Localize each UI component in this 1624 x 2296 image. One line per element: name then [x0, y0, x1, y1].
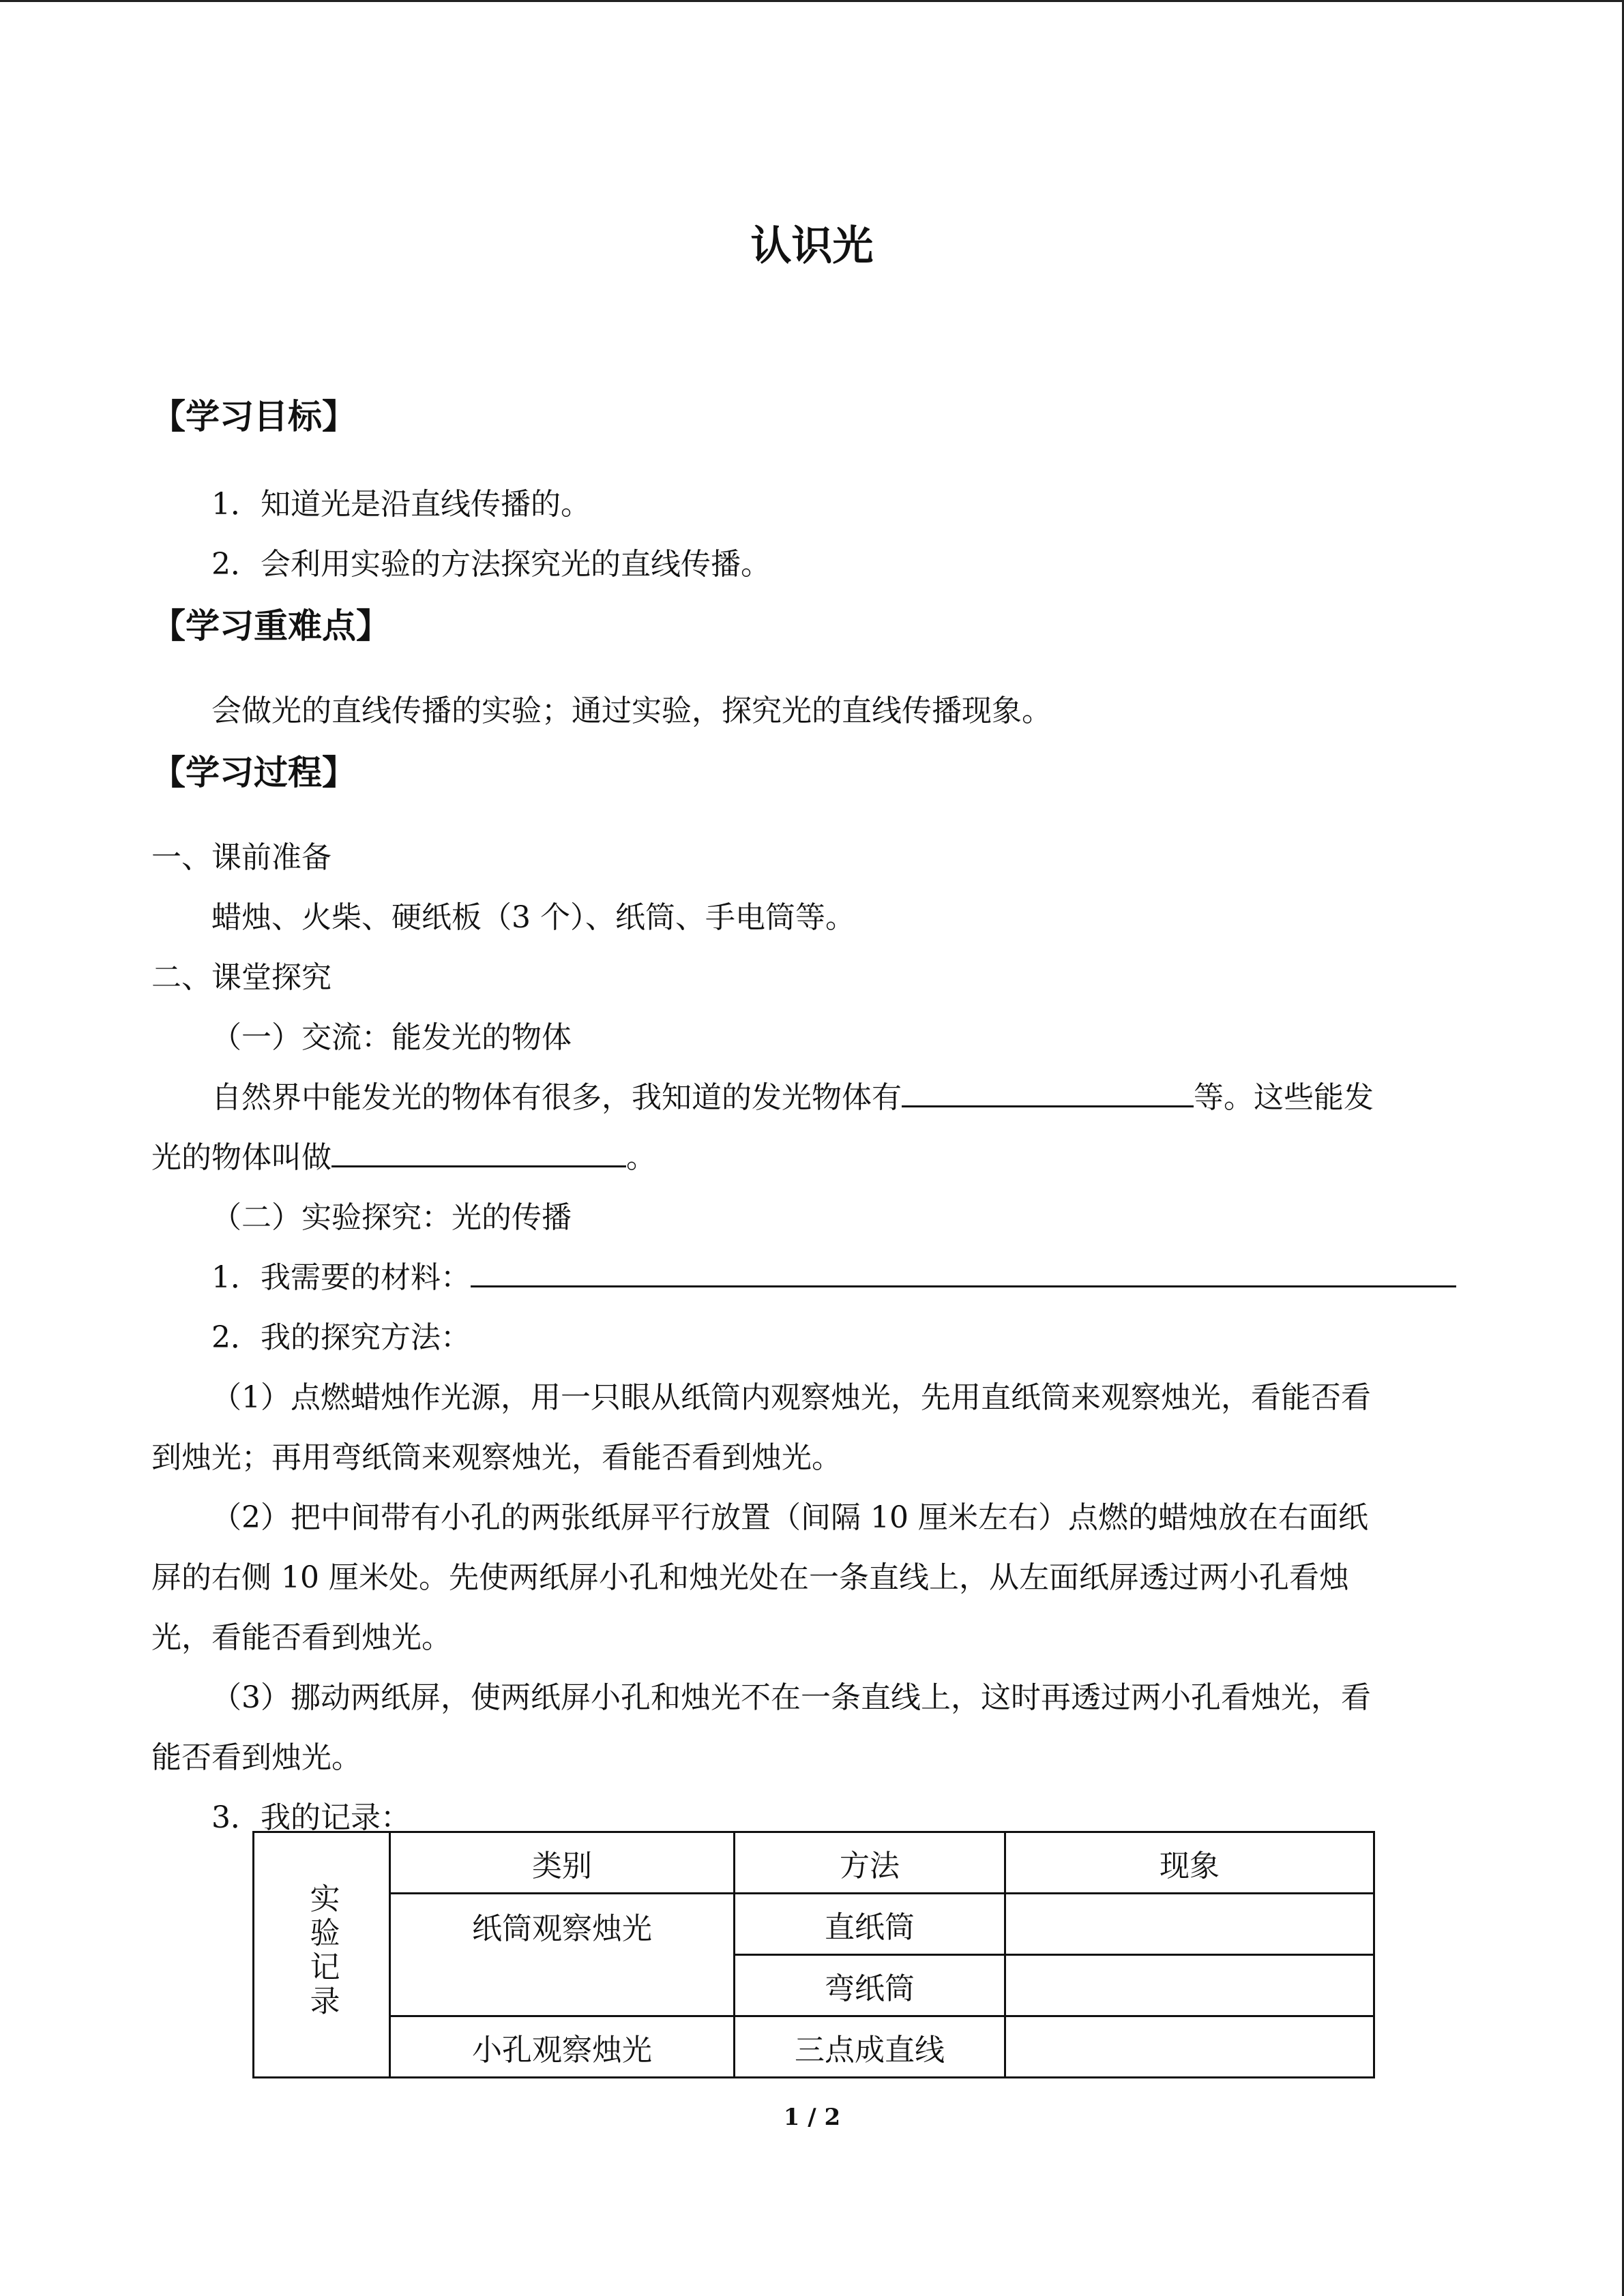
sub1-line2-text-b: 。 [626, 1140, 656, 1175]
category-pinhole: 小孔观察烛光 [390, 2016, 735, 2078]
record-table [252, 1831, 1375, 2078]
step2-line2: 屏的右侧 10 厘米处。先使两纸屏小孔和烛光处在一条直线上，从左面纸屏透过两小孔看烛 [151, 1560, 1349, 1595]
goal-item-1: 1．知道光是沿直线传播的。 [211, 487, 591, 522]
method-label: 2．我的探究方法： [211, 1320, 471, 1355]
step3-line1: （3）挪动两纸屏，使两纸屏小孔和烛光不在一条直线上，这时再透过两小孔看烛光，看 [211, 1680, 1371, 1715]
step2-line1: （2）把中间带有小孔的两张纸屏平行放置（间隔 10 厘米左右）点燃的蜡烛放在右面纸 [211, 1500, 1368, 1535]
side-label-cell [254, 1832, 390, 2078]
prep-heading: 一、课前准备 [151, 840, 331, 875]
process-heading: 【学习过程】 [151, 753, 356, 792]
method-straight-tube: 直纸筒 [735, 1894, 1005, 1955]
header-category: 类别 [390, 1832, 735, 1894]
category-tube: 纸筒观察烛光 [390, 1894, 735, 2016]
page-title: 认识光 [750, 222, 874, 270]
materials-line [211, 1253, 1456, 1296]
sub1-line1-text-a: 自然界中能发光的物体有很多，我知道的发光物体有 [211, 1080, 902, 1115]
explore-heading: 二、课堂探究 [151, 960, 331, 995]
method-bent-tube: 弯纸筒 [735, 1955, 1005, 2016]
record-label: 3．我的记录： [211, 1800, 411, 1835]
prep-text: 蜡烛、火柴、硬纸板（3 个）、纸筒、手电筒等。 [211, 900, 855, 935]
side-label: 实验记录 [304, 1883, 340, 2019]
goal-item-2: 2．会利用实验的方法探究光的直线传播。 [211, 547, 771, 582]
phenomenon-cell-3[interactable] [1005, 2016, 1374, 2078]
sub1-line2 [151, 1133, 656, 1176]
key-points-heading: 【学习重难点】 [151, 606, 390, 646]
step2-line3: 光，看能否看到烛光。 [151, 1620, 452, 1655]
step1-line1: （1）点燃蜡烛作光源，用一只眼从纸筒内观察烛光，先用直纸筒来观察烛光，看能否看 [211, 1380, 1371, 1415]
table-row [254, 1894, 1374, 1955]
sub1-heading: （一）交流：能发光的物体 [211, 1020, 572, 1055]
table-header-row [254, 1832, 1374, 1894]
sub2-heading: （二）实验探究：光的传播 [211, 1200, 572, 1235]
table-row [254, 2016, 1374, 2078]
answer-blank-2[interactable] [331, 1135, 626, 1167]
step1-line2: 到烛光；再用弯纸筒来观察烛光，看能否看到烛光。 [151, 1440, 842, 1475]
goals-heading: 【学习目标】 [151, 397, 356, 436]
answer-blank-1[interactable] [902, 1075, 1194, 1107]
method-three-points: 三点成直线 [735, 2016, 1005, 2078]
sub1-line2-text-a: 光的物体叫做 [151, 1140, 331, 1175]
sub1-line1-text-b: 等。这些能发 [1194, 1080, 1374, 1115]
phenomenon-cell-1[interactable] [1005, 1894, 1374, 1955]
phenomenon-cell-2[interactable] [1005, 1955, 1374, 2016]
header-method: 方法 [735, 1832, 1005, 1894]
page-number: 1 / 2 [783, 2104, 841, 2131]
key-points-text: 会做光的直线传播的实验；通过实验，探究光的直线传播现象。 [211, 694, 1052, 728]
materials-label: 1．我需要的材料： [211, 1260, 471, 1295]
step3-line2: 能否看到烛光。 [151, 1740, 361, 1775]
materials-blank[interactable] [471, 1255, 1456, 1287]
header-phenomenon: 现象 [1005, 1832, 1374, 1894]
sub1-line1 [211, 1073, 1374, 1116]
